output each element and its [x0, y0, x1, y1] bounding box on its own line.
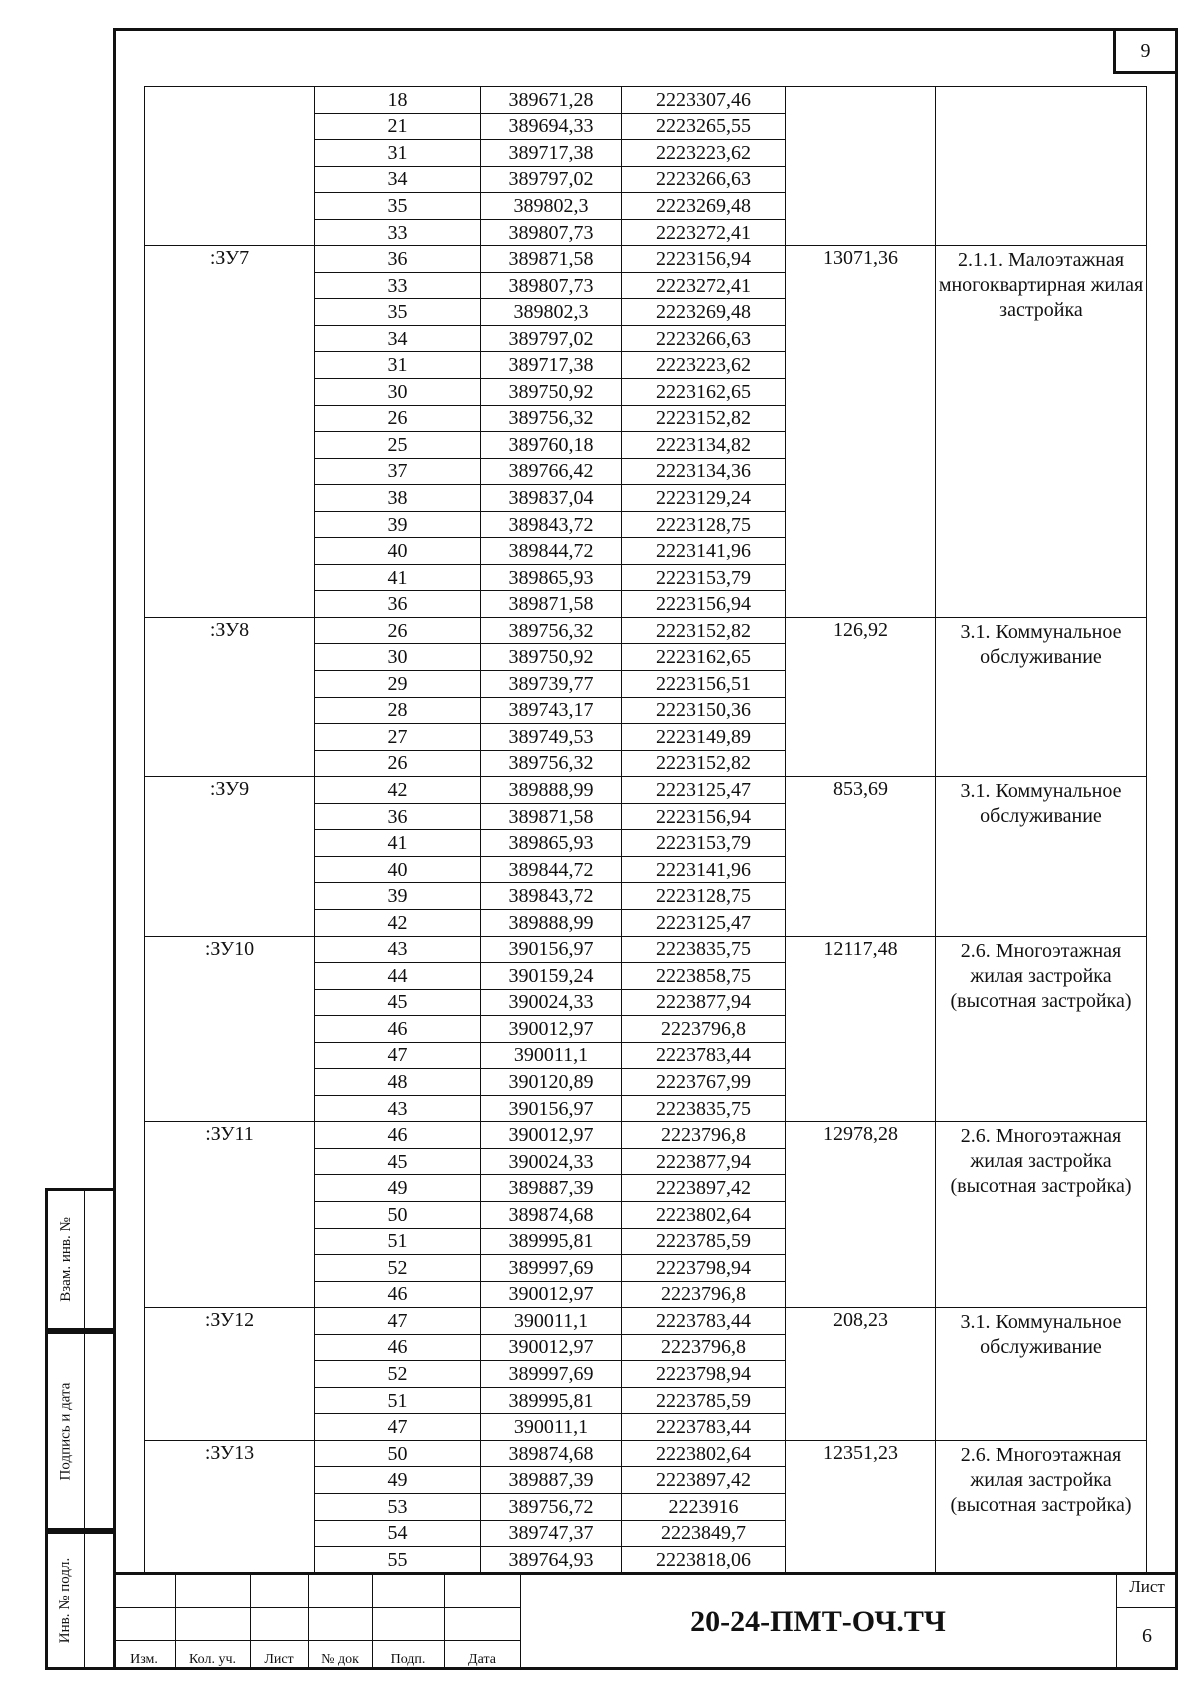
coord-x: 390156,97	[481, 1095, 622, 1122]
point-number: 35	[315, 299, 481, 326]
coord-x: 389843,72	[481, 511, 622, 538]
coord-y: 2223796,8	[622, 1016, 786, 1043]
point-number: 44	[315, 963, 481, 990]
coord-y: 2223858,75	[622, 963, 786, 990]
point-number: 52	[315, 1361, 481, 1388]
coord-y: 2223153,79	[622, 564, 786, 591]
coord-y: 2223818,06	[622, 1547, 786, 1574]
coord-y: 2223162,65	[622, 644, 786, 671]
coord-x: 389865,93	[481, 564, 622, 591]
coord-x: 389749,53	[481, 724, 622, 751]
parcel-label: :ЗУ13	[145, 1440, 315, 1573]
coord-y: 2223153,79	[622, 830, 786, 857]
table-row	[145, 777, 1147, 804]
coord-y: 2223152,82	[622, 617, 786, 644]
permitted-use: 2.1.1. Малоэтажная многоквартирная жилая застройка	[936, 246, 1147, 618]
coord-x: 389871,58	[481, 803, 622, 830]
coord-x: 389865,93	[481, 830, 622, 857]
coord-x: 389756,72	[481, 1493, 622, 1520]
point-number: 18	[315, 87, 481, 114]
point-number: 54	[315, 1520, 481, 1547]
coord-x: 389871,58	[481, 591, 622, 618]
coord-x: 390024,33	[481, 989, 622, 1016]
parcel-area: 853,69	[786, 777, 936, 936]
coord-x: 389743,17	[481, 697, 622, 724]
point-number: 42	[315, 909, 481, 936]
permitted-use: 2.6. Многоэтажная жилая застройка (высотная застройка)	[936, 936, 1147, 1122]
coord-x: 389888,99	[481, 909, 622, 936]
point-number: 46	[315, 1281, 481, 1308]
coord-x: 390011,1	[481, 1042, 622, 1069]
permitted-use: 3.1. Коммунальное обслуживание	[936, 617, 1147, 776]
coord-y: 2223156,94	[622, 803, 786, 830]
coord-x: 389888,99	[481, 777, 622, 804]
coord-x: 389844,72	[481, 538, 622, 565]
side-label-replacement: Взам. инв. №	[57, 1217, 74, 1302]
coord-y: 2223802,64	[622, 1440, 786, 1467]
coord-x: 389671,28	[481, 87, 622, 114]
permitted-use: 2.6. Многоэтажная жилая застройка (высотная застройка)	[936, 1440, 1147, 1573]
point-number: 31	[315, 352, 481, 379]
coord-x: 390156,97	[481, 936, 622, 963]
permitted-use: 3.1. Коммунальное обслуживание	[936, 777, 1147, 936]
coord-x: 389843,72	[481, 883, 622, 910]
side-stamp-signature	[45, 1331, 113, 1531]
document-code: 20-24-ПМТ-ОЧ.ТЧ	[690, 1605, 946, 1638]
parcel-area: 12117,48	[786, 936, 936, 1122]
coord-y: 2223156,94	[622, 591, 786, 618]
coord-y: 2223265,55	[622, 113, 786, 140]
title-block	[113, 1572, 1178, 1670]
sheet-label: Лист	[1129, 1577, 1165, 1596]
point-number: 26	[315, 405, 481, 432]
point-number: 30	[315, 379, 481, 406]
coord-x: 389802,3	[481, 299, 622, 326]
coord-x: 390120,89	[481, 1069, 622, 1096]
point-number: 47	[315, 1042, 481, 1069]
point-number: 27	[315, 724, 481, 751]
point-number: 48	[315, 1069, 481, 1096]
point-number: 41	[315, 830, 481, 857]
coord-y: 2223125,47	[622, 909, 786, 936]
coord-x: 389797,02	[481, 166, 622, 193]
coordinates-table-body	[145, 87, 1147, 1574]
table-row	[145, 246, 1147, 273]
coord-x: 389756,32	[481, 750, 622, 777]
coord-y: 2223266,63	[622, 325, 786, 352]
parcel-label: :ЗУ8	[145, 617, 315, 776]
coord-y: 2223156,51	[622, 671, 786, 698]
coord-x: 389807,73	[481, 272, 622, 299]
parcel-label: :ЗУ11	[145, 1122, 315, 1308]
permitted-use: 2.6. Многоэтажная жилая застройка (высотная застройка)	[936, 1122, 1147, 1308]
parcel-area: 126,92	[786, 617, 936, 776]
coord-x: 389887,39	[481, 1467, 622, 1494]
coord-y: 2223125,47	[622, 777, 786, 804]
coord-y: 2223152,82	[622, 750, 786, 777]
parcel-label: :ЗУ10	[145, 936, 315, 1122]
point-number: 33	[315, 219, 481, 246]
coord-y: 2223128,75	[622, 883, 786, 910]
coord-y: 2223796,8	[622, 1122, 786, 1149]
coord-x: 390012,97	[481, 1016, 622, 1043]
coord-y: 2223783,44	[622, 1042, 786, 1069]
coord-y: 2223796,8	[622, 1281, 786, 1308]
coord-y: 2223128,75	[622, 511, 786, 538]
side-label-original: Инв. № подл.	[57, 1557, 74, 1644]
coord-y: 2223162,65	[622, 379, 786, 406]
coordinates-table	[144, 86, 1147, 1574]
point-number: 25	[315, 432, 481, 459]
coord-y: 2223266,63	[622, 166, 786, 193]
coord-x: 389756,32	[481, 405, 622, 432]
point-number: 43	[315, 1095, 481, 1122]
coord-x: 389764,93	[481, 1547, 622, 1574]
coord-y: 2223877,94	[622, 1148, 786, 1175]
coord-y: 2223785,59	[622, 1387, 786, 1414]
point-number: 28	[315, 697, 481, 724]
coord-x: 389837,04	[481, 485, 622, 512]
coord-x: 389995,81	[481, 1228, 622, 1255]
coord-y: 2223272,41	[622, 272, 786, 299]
coord-y: 2223307,46	[622, 87, 786, 114]
coord-x: 389887,39	[481, 1175, 622, 1202]
point-number: 52	[315, 1255, 481, 1282]
coord-y: 2223141,96	[622, 856, 786, 883]
parcel-area: 12351,23	[786, 1440, 936, 1573]
point-number: 42	[315, 777, 481, 804]
parcel-label: :ЗУ12	[145, 1308, 315, 1441]
point-number: 21	[315, 113, 481, 140]
coord-y: 2223783,44	[622, 1414, 786, 1441]
point-number: 50	[315, 1201, 481, 1228]
point-number: 36	[315, 803, 481, 830]
permitted-use: 3.1. Коммунальное обслуживание	[936, 1308, 1147, 1441]
coord-y: 2223223,62	[622, 352, 786, 379]
point-number: 49	[315, 1467, 481, 1494]
point-number: 46	[315, 1334, 481, 1361]
point-number: 34	[315, 166, 481, 193]
point-number: 47	[315, 1414, 481, 1441]
coord-y: 2223835,75	[622, 936, 786, 963]
coord-y: 2223134,82	[622, 432, 786, 459]
coord-x: 390024,33	[481, 1148, 622, 1175]
point-number: 30	[315, 644, 481, 671]
side-stamp-replacement	[45, 1188, 113, 1331]
coord-y: 2223835,75	[622, 1095, 786, 1122]
stamp-header-sheet: Лист	[264, 1652, 294, 1667]
coord-y: 2223156,94	[622, 246, 786, 273]
point-number: 40	[315, 856, 481, 883]
point-number: 47	[315, 1308, 481, 1335]
coord-y: 2223897,42	[622, 1467, 786, 1494]
stamp-header-date: Дата	[468, 1652, 496, 1667]
point-number: 51	[315, 1228, 481, 1255]
coord-x: 389756,32	[481, 617, 622, 644]
point-number: 51	[315, 1387, 481, 1414]
stamp-header-doc-no: № док	[321, 1652, 359, 1667]
point-number: 29	[315, 671, 481, 698]
coord-y: 2223802,64	[622, 1201, 786, 1228]
point-number: 53	[315, 1493, 481, 1520]
coord-x: 389874,68	[481, 1201, 622, 1228]
point-number: 45	[315, 1148, 481, 1175]
coord-y: 2223785,59	[622, 1228, 786, 1255]
point-number: 31	[315, 140, 481, 167]
coord-y: 2223129,24	[622, 485, 786, 512]
coord-x: 389844,72	[481, 856, 622, 883]
point-number: 39	[315, 883, 481, 910]
coord-x: 390011,1	[481, 1308, 622, 1335]
coord-x: 389739,77	[481, 671, 622, 698]
coord-y: 2223149,89	[622, 724, 786, 751]
coord-x: 390012,97	[481, 1122, 622, 1149]
point-number: 37	[315, 458, 481, 485]
coord-x: 389766,42	[481, 458, 622, 485]
point-number: 45	[315, 989, 481, 1016]
coord-x: 389717,38	[481, 140, 622, 167]
table-row	[145, 87, 1147, 114]
parcel-label	[145, 87, 315, 246]
coord-x: 389874,68	[481, 1440, 622, 1467]
coord-x: 390159,24	[481, 963, 622, 990]
coord-y: 2223150,36	[622, 697, 786, 724]
table-row	[145, 1122, 1147, 1149]
coord-y: 2223269,48	[622, 193, 786, 220]
point-number: 26	[315, 617, 481, 644]
parcel-area: 13071,36	[786, 246, 936, 618]
coord-y: 2223916	[622, 1493, 786, 1520]
point-number: 49	[315, 1175, 481, 1202]
coord-y: 2223796,8	[622, 1334, 786, 1361]
table-row	[145, 617, 1147, 644]
stamp-header-change: Изм.	[130, 1652, 158, 1667]
coord-y: 2223798,94	[622, 1361, 786, 1388]
coord-x: 389871,58	[481, 246, 622, 273]
point-number: 38	[315, 485, 481, 512]
parcel-label: :ЗУ7	[145, 246, 315, 618]
parcel-area: 208,23	[786, 1308, 936, 1441]
coord-y: 2223152,82	[622, 405, 786, 432]
coord-x: 390012,97	[481, 1281, 622, 1308]
coord-x: 389750,92	[481, 379, 622, 406]
coord-y: 2223897,42	[622, 1175, 786, 1202]
coord-y: 2223877,94	[622, 989, 786, 1016]
coord-y: 2223798,94	[622, 1255, 786, 1282]
coord-x: 389797,02	[481, 325, 622, 352]
point-number: 40	[315, 538, 481, 565]
point-number: 26	[315, 750, 481, 777]
point-number: 46	[315, 1016, 481, 1043]
coord-x: 389747,37	[481, 1520, 622, 1547]
parcel-label: :ЗУ9	[145, 777, 315, 936]
coord-y: 2223272,41	[622, 219, 786, 246]
coord-x: 389997,69	[481, 1361, 622, 1388]
point-number: 43	[315, 936, 481, 963]
side-label-signature: Подпись и дата	[57, 1382, 74, 1480]
point-number: 34	[315, 325, 481, 352]
point-number: 50	[315, 1440, 481, 1467]
table-row	[145, 936, 1147, 963]
coord-x: 389750,92	[481, 644, 622, 671]
stamp-header-count: Кол. уч.	[189, 1652, 236, 1667]
coord-x: 389997,69	[481, 1255, 622, 1282]
table-row	[145, 1440, 1147, 1467]
coord-y: 2223269,48	[622, 299, 786, 326]
point-number: 41	[315, 564, 481, 591]
side-stamp-original	[45, 1531, 113, 1670]
parcel-area: 12978,28	[786, 1122, 936, 1308]
coord-y: 2223223,62	[622, 140, 786, 167]
point-number: 55	[315, 1547, 481, 1574]
coord-x: 390011,1	[481, 1414, 622, 1441]
point-number: 39	[315, 511, 481, 538]
table-row	[145, 1308, 1147, 1335]
coord-x: 389995,81	[481, 1387, 622, 1414]
coord-x: 389807,73	[481, 219, 622, 246]
stamp-header-signature: Подп.	[390, 1652, 426, 1667]
coord-x: 390012,97	[481, 1334, 622, 1361]
coord-y: 2223134,36	[622, 458, 786, 485]
point-number: 46	[315, 1122, 481, 1149]
point-number: 33	[315, 272, 481, 299]
sheet-number: 6	[1142, 1625, 1152, 1647]
point-number: 35	[315, 193, 481, 220]
coord-y: 2223849,7	[622, 1520, 786, 1547]
point-number: 36	[315, 246, 481, 273]
coord-y: 2223767,99	[622, 1069, 786, 1096]
coord-x: 389760,18	[481, 432, 622, 459]
permitted-use	[936, 87, 1147, 246]
coord-x: 389802,3	[481, 193, 622, 220]
coord-y: 2223783,44	[622, 1308, 786, 1335]
parcel-area	[786, 87, 936, 246]
coord-x: 389694,33	[481, 113, 622, 140]
page-number: 9	[1113, 28, 1178, 74]
point-number: 36	[315, 591, 481, 618]
coord-y: 2223141,96	[622, 538, 786, 565]
coord-x: 389717,38	[481, 352, 622, 379]
